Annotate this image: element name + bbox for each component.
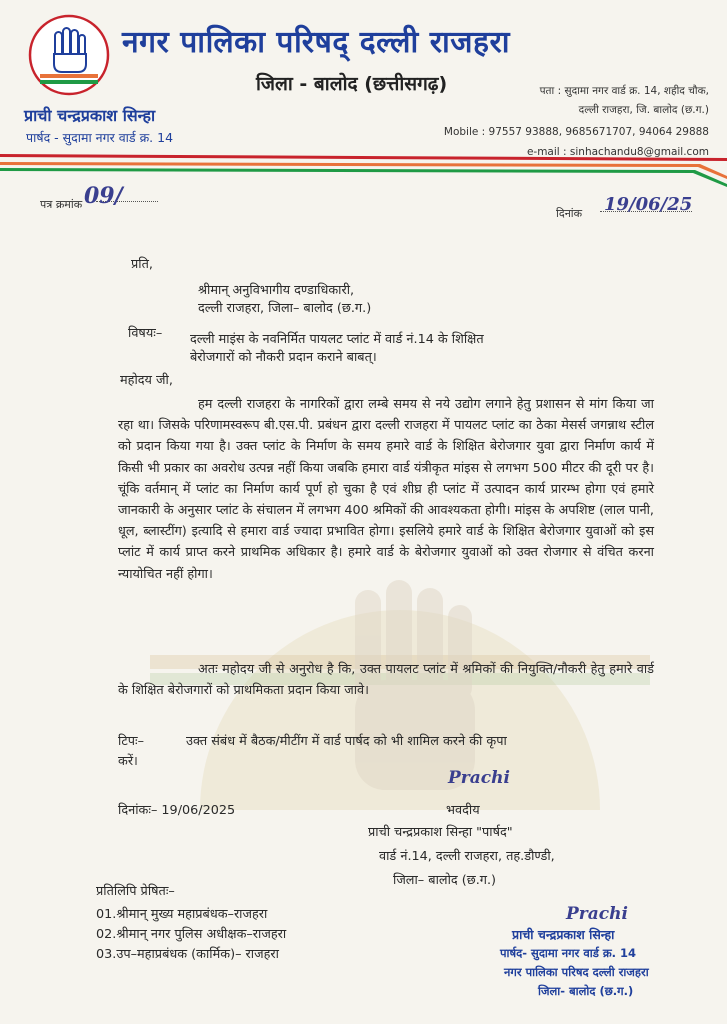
stamp-line-2: पार्षद- सुदामा नगर वार्ड क्र. 14: [500, 946, 637, 960]
stamp-line-1: प्राची चन्द्रप्रकाश सिन्हा: [512, 927, 615, 942]
email-address: e-mail : sinhachandu8@gmail.com: [526, 146, 709, 158]
date-label: दिनांक: [556, 207, 583, 220]
council-name: नगर पालिका परिषद् दल्ली राजहरा: [122, 25, 511, 60]
councillor-name: प्राची चन्द्रप्रकाश सिन्हा: [24, 106, 156, 125]
closing-address-2: जिला– बालोद (छ.ग.): [393, 873, 497, 888]
closing-date: दिनांकः– 19/06/2025: [118, 803, 236, 818]
councillor-role: पार्षद - सुदामा नगर वार्ड क्र. 14: [26, 130, 174, 145]
district-line: जिला - बालोद (छत्तीसगढ़): [256, 73, 448, 95]
signature: Prachi: [448, 768, 510, 788]
letter-number-value: 09/: [84, 183, 123, 209]
hand-logo-icon: [28, 14, 110, 96]
addressee-line-2: दल्ली राजहरा, जिला– बालोद (छ.ग.): [198, 301, 372, 316]
body-paragraph-2: अतः महोदय जी से अनुरोध है कि, उक्त पायलट प्लांट में श्रमिकों की नियुक्ति/नौकरी हेतु हमारे वार्ड के शिक्षित बेरोजगारों को प्राथमिकता प्रदान किया जावे।: [118, 662, 654, 699]
address-line-2: दल्ली राजहरा, जि. बालोद (छ.ग.): [578, 104, 709, 116]
stamp-line-3: नगर पालिका परिषद दल्ली राजहरा: [504, 965, 649, 979]
subject-line-1: दल्ली माइंस के नवनिर्मित पायलट प्लांट में वार्ड नं.14 के शिक्षित: [190, 332, 484, 347]
copies-heading: प्रतिलिपि प्रेषितः–: [96, 884, 175, 899]
stamp-line-4: जिला- बालोद (छ.ग.): [538, 984, 634, 998]
body-paragraph-1: हम दल्ली राजहरा के नागरिकों द्वारा लम्बे समय से नये उद्योग लगाने हेतु प्रशासन से मांग किया जा रहा था। जिसके परिणामस्वरूप बी.एस.पी. प्रबंधन द्वारा दल्ली राजहरा में पायलट प्लांट का ठेका मेसर्स जगन्नाथ स्टील को प्रदान किया गया है। उक्त प्लांट के निर्माण के समय हमारे वार्ड के शिक्षित बेरोजगार युवा द्वारा निर्माण कार्य में किसी भी प्रकार का अवरोध उत्पन्न नहीं किया जबकि हमारा वार्ड यंत्रीकृत मांइस से लगभग 500 मीटर की दूरी पर है। चूंकि वर्तमान् में प्लांट का निर्माण कार्य पूर्ण हो चुका है एवं शीघ्र ही प्लांट में उत्पादन कार्य प्रारम्भ होगा एवं हमारे जानकारी के अनुसार प्लांट के संचालन में लगभग 400 श्रमिकों की आवश्यकता होगी। मांइस के अपशिष्ट (लाल पानी, धूल, ब्लास्टींग) इत्यादि से हमारा वार्ड ज्यादा प्रभावित होगा। इसलिये हमारे वार्ड के शिक्षित बेरोजगार युवाओं को इस प्लांट में कार्य प्राप्त करने प्राथमिक अधिकार है। हमारे वार्ड के बेरोजगार युवाओं को उक्त रोजगार से वंचित करना न्यायोचित नहीं होगा।: [118, 397, 655, 582]
note-line-1: उक्त संबंध में बैठक/मीटींग में वार्ड पार्षद को भी शामिल करने की कृपा: [186, 734, 507, 749]
closing-yours: भवदीय: [446, 803, 480, 818]
subject-label: विषयः–: [128, 326, 163, 341]
addressee-to: प्रति,: [131, 257, 153, 272]
copy-item: 02.श्रीमान् नगर पुलिस अधीक्षक–राजहरा: [96, 927, 287, 942]
tricolor-stripes: [0, 148, 727, 188]
closing-address-1: वार्ड नं.14, दल्ली राजहरा, तह.डौण्डी,: [379, 849, 555, 864]
mobile-numbers: Mobile : 97557 93888, 9685671707, 94064 29888: [443, 126, 709, 138]
subject-line-2: बेरोजगारों को नौकरी प्रदान कराने बाबत्।: [190, 350, 377, 365]
stamp-signature: Prachi: [566, 904, 628, 924]
closing-name: प्राची चन्द्रप्रकाश सिन्हा "पार्षद": [368, 825, 513, 840]
note-label: टिपः–: [118, 734, 145, 749]
salutation: महोदय जी,: [120, 373, 173, 388]
date-value: 19/06/25: [604, 194, 693, 215]
address-line-1: पता : सुदामा नगर वार्ड क्र. 14, शहीद चौक,: [539, 85, 709, 97]
copy-item: 01.श्रीमान् मुख्य महाप्रबंधक–राजहरा: [96, 907, 268, 922]
note-line-2: करें।: [118, 754, 138, 769]
letter-number-label: पत्र क्रमांक: [40, 198, 83, 211]
addressee-line-1: श्रीमान् अनुविभागीय दण्डाधिकारी,: [198, 283, 355, 298]
copy-item: 03.उप–महाप्रबंधक (कार्मिक)– राजहरा: [96, 947, 279, 962]
